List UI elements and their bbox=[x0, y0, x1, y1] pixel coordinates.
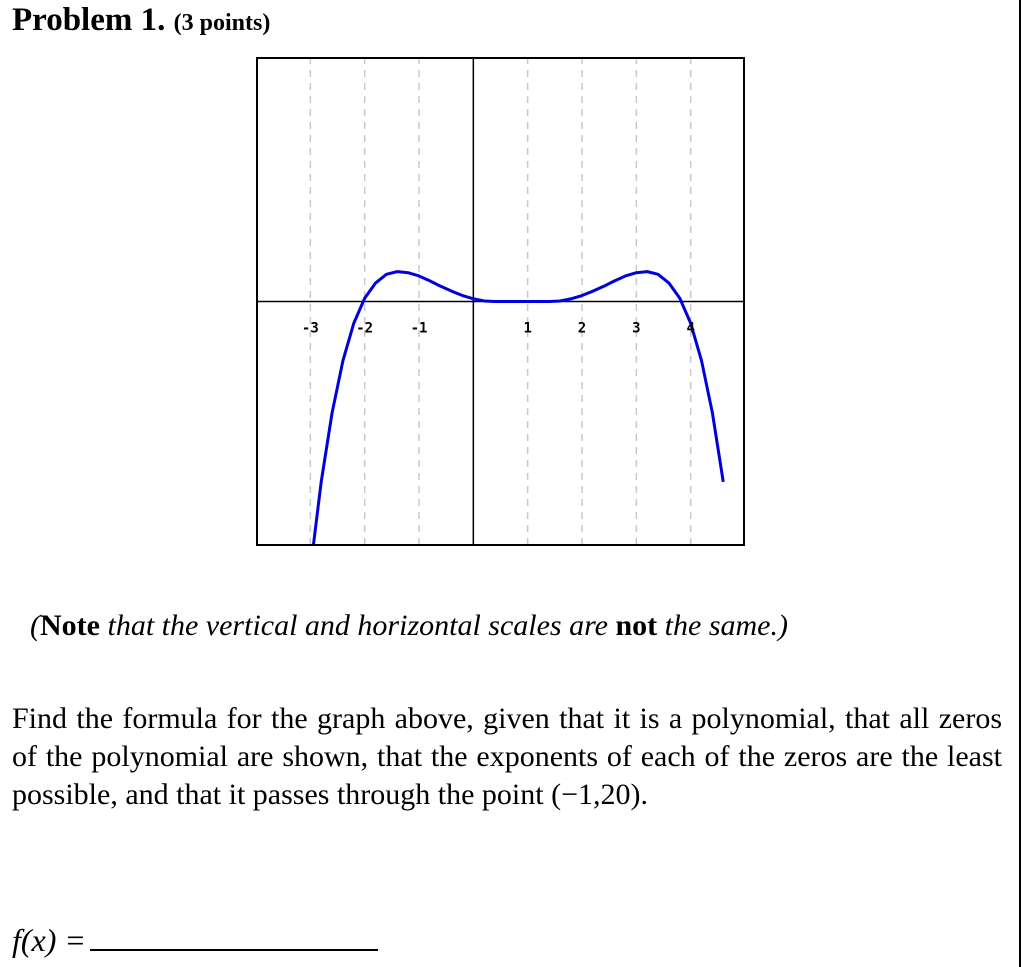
series-line-polynomial bbox=[278, 272, 724, 546]
x-tick-label-2: 2 bbox=[577, 320, 587, 337]
tick-labels bbox=[302, 321, 695, 337]
page-right-border bbox=[1019, 0, 1021, 967]
x-tick-label--1: -1 bbox=[410, 320, 428, 337]
note-open: ( bbox=[30, 609, 40, 642]
note-end: the same.) bbox=[657, 609, 788, 642]
x-tick-label--3: -3 bbox=[301, 320, 319, 337]
note-bold-note: Note bbox=[40, 609, 100, 642]
answer-label: f(x) = bbox=[12, 922, 86, 958]
problem-number: Problem 1. bbox=[12, 2, 166, 38]
polynomial-graph bbox=[256, 57, 745, 546]
x-tick-label-4: 4 bbox=[686, 320, 695, 337]
answer-row bbox=[12, 918, 378, 962]
x-tick-label--2: -2 bbox=[356, 320, 374, 337]
problem-points: (3 points) bbox=[173, 10, 271, 36]
question-text: Find the formula for the graph above, given that it is a polynomial, that all zeros of the polynomial are shown, that the exponents of each of the zeros are the least possible, and that it passes through the point (−1,20). bbox=[12, 702, 1002, 811]
x-tick-label-3: 3 bbox=[632, 320, 641, 337]
answer-blank[interactable] bbox=[90, 948, 378, 951]
x-tick-label-1: 1 bbox=[523, 320, 532, 337]
note-middle: that the vertical and horizontal scales are bbox=[99, 609, 616, 642]
curve-layer bbox=[278, 272, 724, 546]
scale-note bbox=[30, 604, 788, 648]
problem-title bbox=[12, 0, 270, 43]
note-bold-not: not bbox=[615, 609, 658, 642]
